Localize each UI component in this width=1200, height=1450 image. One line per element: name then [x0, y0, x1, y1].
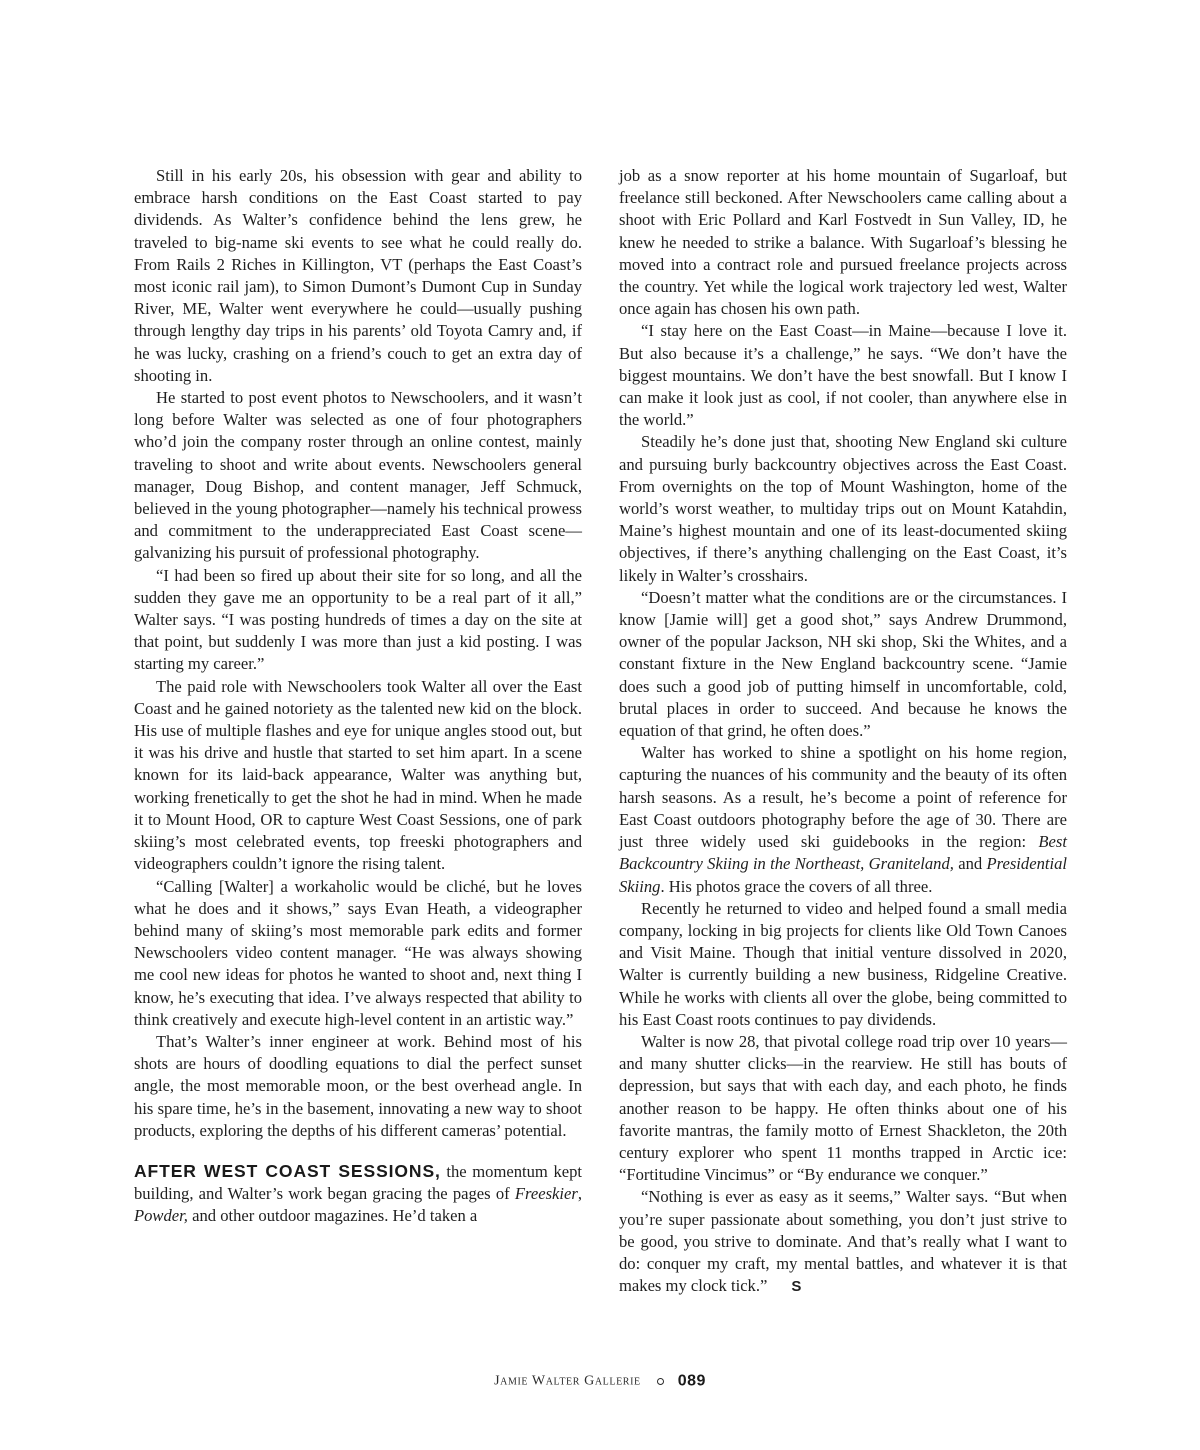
circle-dot-icon	[657, 1378, 664, 1385]
book-title: Best Backcountry Skiing in the Northeast, Graniteland,	[619, 832, 1067, 874]
paragraph: Walter is now 28, that pivotal college road trip over 10 years—and many shutter clicks—in the rearview. He still has bouts of depression, but says that with each day, and each photo, he finds another reason to be happy. He often thinks about one of his favorite mantras, the family motto of Ernest Shackleton, the 20th century explorer who spent 11 months trapped in Arctic ice: “Fortitudine Vincimus” or “By endurance we conquer.”	[619, 1031, 1067, 1185]
magazine-title-powder: Powder,	[134, 1206, 188, 1226]
paragraph	[619, 1186, 1067, 1298]
article-column-left	[134, 165, 582, 1228]
paragraph: That’s Walter’s inner engineer at work. Behind most of his shots are hours of doodling equations to dial the perfect sunset angle, the most memorable moon, or the best overhead angle. In his spare time, he’s in the basement, innovating a new way to shoot products, exploring the depths of his different cameras’ potential.	[134, 1031, 582, 1140]
text-run: and other outdoor magazines. He’d taken a	[187, 1206, 478, 1226]
magazine-title-freeskier: Freeskier	[514, 1184, 578, 1204]
paragraph: Recently he returned to video and helped found a small media company, locking in big projects for clients like Old Town Canoes and Visit Maine. Though that initial venture dissolved in 2020, Walter is currently building a new business, Ridgeline Creative. While he works with clients all over the globe, being committed to his East Coast roots continues to pay dividends.	[619, 898, 1067, 1029]
text-run: . His photos grace the covers of all three.	[660, 876, 933, 896]
article-column-right	[619, 165, 1067, 1298]
paragraph: job as a snow reporter at his home mountain of Sugarloaf, but freelance still beckoned. After Newschoolers came calling about a shoot with Eric Pollard and Karl Fostvedt in Sun Valley, ID, he knew he needed to strike a balance. With Sugarloaf’s blessing he moved into a contract role and pursued freelance projects across the country. Yet while the logical work trajectory led west, Walter once again has chosen his own path.	[619, 166, 1067, 319]
paragraph: Steadily he’s done just that, shooting New England ski culture and pursuing burly backcountry objectives across the East Coast. From overnights on the top of Mount Washington, home of the world’s worst weather, to multiday trips out on Mount Katahdin, Maine’s highest mountain and one of its least-documented skiing objectives, if there’s anything challenging on the East Coast, it’s likely in Walter’s crosshairs.	[619, 432, 1067, 585]
paragraph: “I stay here on the East Coast—in Maine—because I love it. But also because it’s a challenge,” he says. “We don’t have the biggest mountains. We don’t have the best snowfall. But I know I can make it look just as cool, if not cooler, than anywhere else in the world.”	[619, 321, 1067, 430]
text-run: ,	[577, 1184, 582, 1204]
paragraph: Still in his early 20s, his obsession with gear and ability to embrace harsh conditions on the East Coast started to pay dividends. As Walter’s confidence behind the lens grew, he traveled to big-name ski events to see what he could really do. From Rails 2 Riches in Killington, VT (perhaps the East Coast’s most iconic rail jam), to Simon Dumont’s Dumont Cup in Sunday River, ME, Walter went everywhere he could—usually pushing through lengthy day trips in his parents’ old Toyota Camry and, if he was lucky, crashing on a friend’s couch to get an extra day of shooting in.	[134, 166, 582, 385]
text-run: and	[953, 854, 987, 874]
paragraph: The paid role with Newschoolers took Walter all over the East Coast and he gained notoriety as the talented new kid on the block. His use of multiple flashes and eye for unique angles stood out, but it was his drive and hustle that started to set him apart. In a scene known for its laid-back appearance, Walter was anything but, working frenetically to get the shot he had in mind. When he made it to Mount Hood, OR to capture West Coast Sessions, one of park skiing’s most celebrated events, top freeski photographers and videographers couldn’t ignore the rising talent.	[134, 676, 582, 874]
text-run: the momentum kept building, and Walter’s work began gracing the pages of	[134, 1161, 583, 1204]
section-name: Jamie Walter Gallerie	[494, 1373, 641, 1389]
page-footer	[0, 1372, 1200, 1390]
book-title: Presidential Skiing	[619, 854, 1067, 896]
paragraph: “Doesn’t matter what the conditions are or the circumstances. I know [Jamie will] get a good shot,” says Andrew Drummond, owner of the popular Jackson, NH ski shop, Ski the Whites, and a constant fixture in the New England backcountry scene. “Jamie does such a good job of putting himself in uncomfortable, cold, brutal places in order to succeed. And because he knows the equation of that grind, he often does.”	[619, 587, 1067, 741]
paragraph: “I had been so fired up about their site for so long, and all the sudden they gave me an opportunity to be a real part of it all,” Walter says. “I was posting hundreds of times a day on the site at that point, but suddenly I was more than just a kid posting. I was starting my career.”	[134, 565, 582, 674]
text-run: “Nothing is ever as easy as it seems,” Walter says. “But when you’re super passionate about something, you don’t just strive to be good, you strive to dominate. And that’s really what I want to do: conquer my craft, my mental battles, and whatever it is that makes my clock tick.”	[619, 1187, 1067, 1296]
section-lead-in: AFTER WEST COAST SESSIONS,	[134, 1160, 441, 1181]
text-run: Walter has worked to shine a spotlight on his home region, capturing the nuances of his community and the beauty of its often harsh seasons. As a result, he’s become a point of reference for East Coast outdoors photography before the age of 30. There are just three widely used ski guidebooks in the region:	[619, 743, 1067, 852]
end-mark-icon: S	[791, 1278, 802, 1296]
paragraph: He started to post event photos to Newschoolers, and it wasn’t long before Walter was selected as one of four photographers who’d join the company roster through an online contest, mainly traveling to shoot and write about events. Newschoolers general manager, Doug Bishop, and content manager, Jeff Schmuck, believed in the young photographer—namely his technical prowess and commitment to the underappreciated East Coast scene—galvanizing his pursuit of professional photography.	[134, 388, 582, 563]
paragraph	[619, 742, 1067, 897]
section-paragraph	[134, 1160, 582, 1228]
paragraph: “Calling [Walter] a workaholic would be cliché, but he loves what he does and it shows,” says Evan Heath, a videographer behind many of skiing’s most memorable park edits and former Newschoolers video content manager. “He was always showing me cool new ideas for photos he wanted to shoot and, next thing I know, he’s executing that idea. I’ve always respected that ability to think creatively and execute high-level content in an artistic way.”	[134, 876, 582, 1029]
page-number: 089	[677, 1372, 706, 1390]
